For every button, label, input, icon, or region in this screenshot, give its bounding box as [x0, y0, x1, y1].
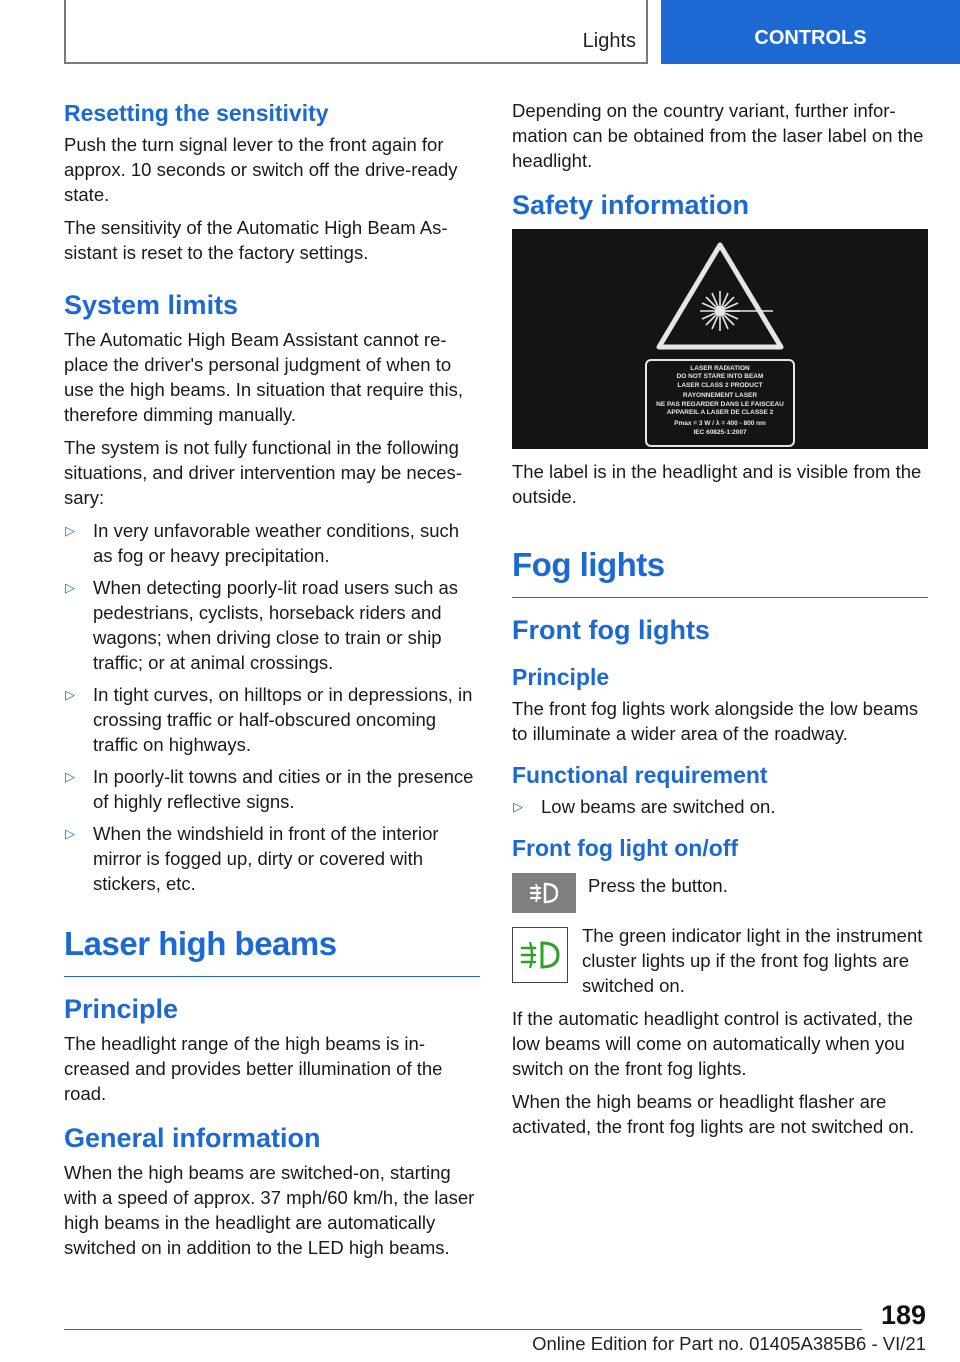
paragraph: Depending on the country variant, further information can be obtained from the laser label on the headlight. [512, 100, 924, 171]
list-item [64, 682, 480, 757]
paragraph: The front fog lights work alongside the low beams to illuminate a wider area of the roadway. [512, 698, 919, 744]
heading-principle: Principle [512, 664, 610, 690]
paragraph: When the high beams are switched-on, starting with a speed of approx. 37 mph/60 km/h, the laser high beams in the headlight are automatically switched on in addition to the LED high beams. [64, 1162, 475, 1258]
heading-system-limits: System limits [64, 290, 239, 320]
laser-label-text [645, 359, 795, 447]
list-item [64, 518, 480, 568]
list-item [64, 764, 480, 814]
list-item [64, 821, 480, 896]
section-title: Lights [582, 30, 636, 52]
heading-front-fog-lights: Front fog lights [512, 615, 710, 645]
bullet-triangle-icon: ▷ [513, 799, 523, 814]
label-line: LASER CLASS 2 PRODUCT [677, 381, 763, 389]
heading-safety-information: Safety information [512, 190, 750, 220]
paragraph: The headlight range of the high beams is increased and provides better illumination of the road. [64, 1033, 443, 1104]
fog-light-indicator-icon [512, 927, 568, 983]
image-caption: The label is in the headlight and is visible from the outside. [512, 461, 922, 507]
limits-list [64, 518, 480, 896]
bullet-triangle-icon: ▷ [65, 580, 75, 595]
list-item-text: In poorly-lit towns and cities or in the presence of highly reflective signs. [93, 766, 474, 812]
laser-label-image [512, 229, 928, 449]
title-fog-lights: Fog lights [512, 543, 928, 598]
heading-principle: Principle [64, 994, 179, 1024]
label-line: APPAREIL A LASER DE CLASSE 2 [666, 409, 774, 417]
label-line: Pmax = 3 W / λ = 400 - 800 nm [674, 420, 766, 428]
bullet-triangle-icon: ▷ [65, 687, 75, 702]
title-laser-high-beams: Laser high beams [64, 922, 480, 977]
heading-functional-requirement: Functional requirement [512, 762, 768, 788]
paragraph: If the automatic headlight control is activated, the low beams will come on automatically when you switch on the front fog lights. [512, 1008, 914, 1079]
bullet-triangle-icon: ▷ [65, 523, 75, 538]
paragraph: The system is not fully functional in the following situations, and driver intervention may be necessary: [64, 437, 462, 508]
label-line: LASER RADIATION [690, 365, 750, 372]
list-item [512, 794, 928, 819]
list-item-text: In tight curves, on hilltops or in depressions, in crossing traffic or half-obscured oncoming traffic on highways. [93, 684, 473, 755]
label-line: RAYONNEMENT LASER [682, 392, 758, 400]
fog-light-button-icon [512, 873, 576, 913]
left-column [64, 98, 480, 1268]
indicator-row [512, 923, 928, 998]
bullet-triangle-icon: ▷ [65, 826, 75, 841]
list-item-text: In very unfavorable weather conditions, such as fog or heavy precipitation. [93, 520, 460, 566]
paragraph: When the high beams or headlight flasher are activated, the front fog lights are not switched on. [512, 1091, 915, 1137]
paragraph: The sensitivity of the Automatic High Beam Assistant is reset to the factory settings. [64, 217, 448, 263]
label-line: IEC 60825-1:2007 [693, 428, 747, 436]
label-line: DO NOT STARE INTO BEAM [676, 373, 764, 381]
paragraph: The Automatic High Beam Assistant cannot replace the driver's personal judgment of when to use the high beams. In situation that require this, therefore dimming manually. [64, 329, 464, 425]
list-item-text: When the windshield in front of the interior mirror is fogged up, dirty or covered with stickers, etc. [93, 823, 439, 894]
heading-resetting: Resetting the sensitivity [64, 100, 329, 126]
list-item [64, 575, 480, 675]
laser-warning-icon [655, 241, 785, 351]
footer-divider [64, 1329, 862, 1330]
page-number: 189 [880, 1300, 926, 1330]
list-item-text: Low beams are switched on. [541, 796, 776, 817]
fog-button-row [512, 873, 928, 913]
edition-footer: Online Edition for Part no. 01405A385B6 - VI/21 [532, 1333, 926, 1354]
heading-front-fog-on-off: Front fog light on/off [512, 835, 739, 861]
right-column [512, 98, 928, 1147]
header-frame [64, 0, 648, 64]
press-button-text: Press the button. [588, 875, 728, 896]
heading-general-information: General information [64, 1123, 321, 1153]
chapter-tab: CONTROLS [661, 0, 960, 64]
list-item-text: When detecting poorly-lit road users such as pedestrians, cyclists, horseback riders and wagons; when driving close to train or ship traffic; or at animal crossings. [93, 577, 459, 673]
label-line: NE PAS REGARDER DANS LE FAISCEAU [656, 400, 784, 408]
indicator-text: The green indicator light in the instrument cluster lights up if the front fog lights are switched on. [582, 925, 923, 996]
paragraph: Push the turn signal lever to the front again for approx. 10 seconds or switch off the drive-ready state. [64, 134, 458, 205]
bullet-triangle-icon: ▷ [65, 769, 75, 784]
functional-list [512, 794, 928, 819]
